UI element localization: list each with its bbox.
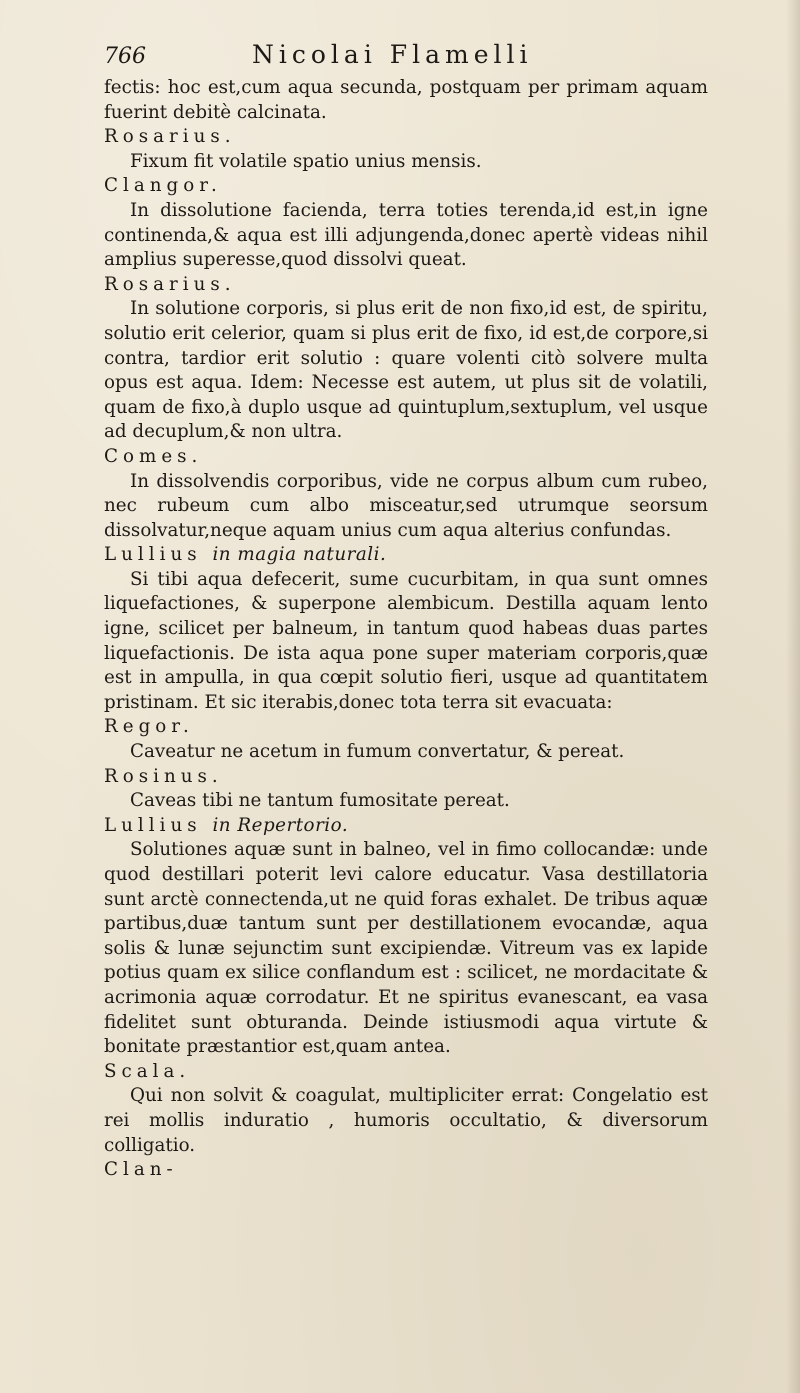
page-edge-shadow — [786, 0, 800, 1393]
section-heading — [104, 765, 708, 790]
page-number: 766 — [104, 44, 146, 69]
section-heading — [104, 1060, 708, 1085]
body-paragraph: Fixum fit volatile spatio unius mensis. — [130, 150, 482, 172]
body-paragraph: Caveatur ne acetum in fumum convertatur, & pereat. — [130, 741, 625, 763]
body-paragraph: In dissolvendis corporibus, vide ne corpus album cum rubeo, nec rubeum cum albo misceatur,sed utrumque seorsum dissolvatur,neque aquam unius cum aqua alterius confundas. — [104, 470, 708, 541]
section-heading-author: Regor. — [104, 716, 194, 738]
catchword: Clan- — [104, 1159, 178, 1181]
text-block — [104, 76, 708, 1183]
body-paragraph: fectis: hoc est,cum aqua secunda, postquam per primam aquam fuerint debitè calcinata. — [104, 77, 708, 123]
section-heading — [104, 814, 708, 839]
section-heading-author: Rosarius. — [104, 273, 236, 295]
section-heading — [104, 445, 708, 470]
section-heading-author: Comes. — [104, 445, 203, 467]
section-heading — [104, 273, 708, 298]
section-heading-author: Clangor. — [104, 175, 222, 197]
section-heading-source: in Repertorio. — [212, 814, 349, 836]
body-paragraph: In solutione corporis, si plus erit de non fixo,id est, de spiritu, solutio erit celerior, quam si plus erit de fixo, id est,de corpore,si contra, tardior erit solutio : quare volenti citò solvere multa opus est aqua. Idem: Necesse est autem, ut plus sit de volatili, quam de fixo,à duplo usque ad quintuplum,sextuplum, vel usque ad decuplum,& non ultra. — [104, 298, 708, 443]
section-heading — [104, 543, 708, 568]
section-heading — [104, 174, 708, 199]
body-paragraph: Qui non solvit & coagulat, multipliciter errat: Congelatio est rei mollis induratio , humoris occultatio, & diversorum colligatio. — [104, 1085, 708, 1156]
section-heading-author: Lullius — [104, 544, 202, 566]
section-heading-author: Lullius — [104, 814, 202, 836]
section-heading-author: Rosinus. — [104, 765, 223, 787]
body-paragraph: Caveas tibi ne tantum fumositate pereat. — [130, 790, 510, 812]
page-header — [104, 40, 704, 74]
body-paragraph: In dissolutione facienda, terra toties terenda,id est,in igne continenda,& aqua est illi adjungenda,donec apertè videas nihil amplius superesse,quod dissolvi queat. — [104, 199, 708, 271]
section-heading-source: in magia naturali. — [212, 544, 387, 566]
body-paragraph: Si tibi aqua defecerit, sume cucurbitam, in qua sunt omnes liquefactiones, & superpone alembicum. Destilla aquam lento igne, scilicet per balneum, in tantum quod habeas duas partes liquefactionis. De ista aqua pone super materiam corporis,quæ est in ampulla, in qua cœpit solutio fieri, usque ad quantitatem pristinam. Et sic iterabis,donec tota terra sit evacuata: — [104, 568, 708, 713]
section-heading-author: Rosarius. — [104, 126, 236, 148]
section-heading — [104, 125, 708, 150]
body-paragraph: Solutiones aquæ sunt in balneo, vel in fimo collocandæ: unde quod destillari poterit levi calore educatur. Vasa destillatoria sunt arctè connectenda,ut ne quid foras exhalet. De tribus aquæ partibus,duæ tantum sunt per destillationem evocandæ, aqua solis & lunæ sejunctim sunt excipiendæ. Vitreum vas ex lapide potius quam ex silice conflandum est : scilicet, ne mordacitate & acrimonia aquæ corrodatur. Et ne spiritus evanescant, ea vasa fidelitet sunt obturanda. Deinde istiusmodi aqua virtute & bonitate præstantior est,quam antea. — [104, 839, 708, 1058]
running-head: Nicolai Flamelli — [252, 40, 533, 69]
section-heading-author: Scala. — [104, 1060, 191, 1082]
section-heading — [104, 715, 708, 740]
